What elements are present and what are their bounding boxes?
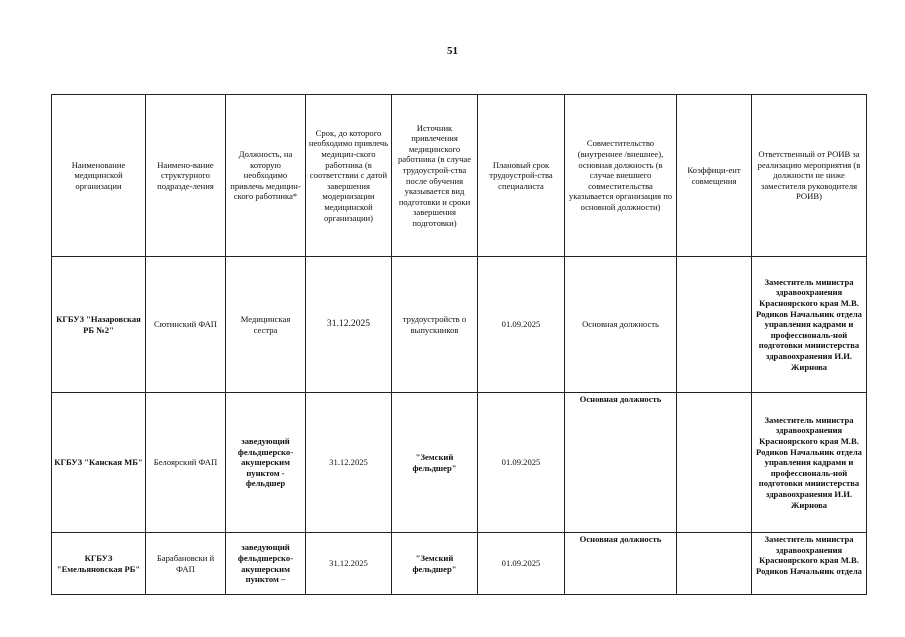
cell-responsible: Заместитель министра здравоохранения Красноярского края М.В. Родиков Начальник отдела [752,533,867,595]
cell-planned-date: 01.09.2025 [478,393,565,533]
header-unit: Наимено-вание структурного подразде-ления [146,95,226,257]
table-row [52,393,867,533]
page-number: 51 [447,45,458,57]
cell-source: трудоустройств о выпускников [392,257,478,393]
cell-coefficient [677,393,752,533]
header-deadline: Срок, до которого необходимо привлечь медицин-ского работника (в соответствии с датой завершения модернизации медицинской организации) [306,95,392,257]
cell-source: "Земский фельдшер" [392,393,478,533]
table-row [52,533,867,595]
table-row [52,257,867,393]
staffing-table [51,94,867,595]
header-row [52,95,867,257]
cell-unit: Белоярский ФАП [146,393,226,533]
cell-source: "Земский фельдшер" [392,533,478,595]
cell-combination: Основная должность [565,393,677,533]
header-coefficient: Коэффици-ент совмещения [677,95,752,257]
header-org: Наименование медицинской организации [52,95,146,257]
header-responsible: Ответственный от РОИВ за реализацию мероприятия (в должности не ниже заместителя руководителя РОИВ) [752,95,867,257]
cell-position: Медицинская сестра [226,257,306,393]
cell-responsible: Заместитель министра здравоохранения Красноярского края М.В. Родиков Начальник отдела управления кадрами и профессиональ-ной подготовки министерства здравоохранения И.И. Жирнова [752,257,867,393]
header-planned-date: Плановый срок трудоустрой-ства специалиста [478,95,565,257]
header-position: Должность, на которую необходимо привлечь медицин-ского работника* [226,95,306,257]
cell-coefficient [677,257,752,393]
cell-responsible: Заместитель министра здравоохранения Красноярского края М.В. Родиков Начальник отдела управления кадрами и профессиональ-ной подготовки министерства здравоохранения И.И. Жирнова [752,393,867,533]
cell-coefficient [677,533,752,595]
cell-position: заведующий фельдшерско-акушерским пунктом - фельдшер [226,393,306,533]
cell-deadline: 31.12.2025 [306,257,392,393]
header-combination: Совместительство (внутреннее /внешнее), основная должность (в случае внешнего совместительства указывается организация по основной должности) [565,95,677,257]
cell-unit: Барабановски й ФАП [146,533,226,595]
cell-combination: Основная должность [565,533,677,595]
cell-deadline: 31.12.2025 [306,533,392,595]
cell-planned-date: 01.09.2025 [478,257,565,393]
cell-org: КГБУЗ "Емельяновская РБ" [52,533,146,595]
cell-deadline: 31.12.2025 [306,393,392,533]
cell-org: КГБУЗ "Канская МБ" [52,393,146,533]
cell-position: заведующий фельдшерско-акушерским пунктом – [226,533,306,595]
cell-planned-date: 01.09.2025 [478,533,565,595]
cell-org: КГБУЗ "Назаровская РБ №2" [52,257,146,393]
header-source: Источник привлечения медицинского работника (в случае трудоустрой-ства после обучения указывается вид подготовки и сроки завершения подготовки) [392,95,478,257]
cell-combination: Основная должность [565,257,677,393]
cell-unit: Сютинский ФАП [146,257,226,393]
